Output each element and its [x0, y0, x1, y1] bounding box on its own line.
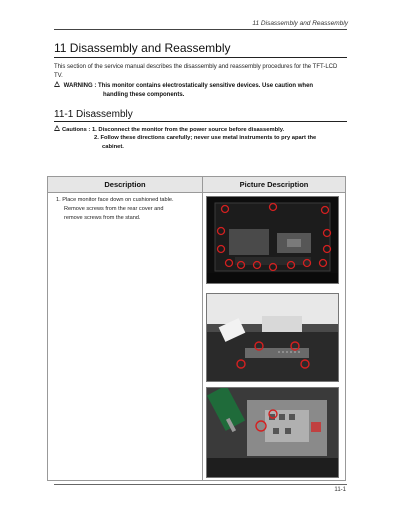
caution-line-1: Cautions : 1. Disconnect the monitor from the power source before disassembly. — [62, 127, 285, 133]
section-title: 11-1 Disassembly — [54, 109, 133, 120]
step-1-description — [56, 196, 206, 223]
column-header-picture: Picture Description — [203, 177, 345, 193]
chapter-rule — [54, 57, 347, 58]
warning-note — [54, 81, 344, 99]
step-1-line-1: 1. Place monitor face down on cushioned table. — [56, 197, 174, 203]
section-rule — [54, 121, 347, 122]
running-header: 11 Disassembly and Reassembly — [252, 20, 348, 27]
stand-screws-illustration — [207, 294, 338, 381]
header-rule — [54, 29, 347, 30]
column-header-description: Description — [48, 177, 203, 193]
caution-note — [54, 125, 348, 151]
stand-screws-photo — [206, 293, 339, 382]
rear-cover-photo — [206, 196, 339, 284]
step-1-line-2: Remove screws from the rear cover and — [64, 206, 164, 212]
chapter-title: 11 Disassembly and Reassembly — [54, 41, 231, 55]
screwdriver-photo — [206, 387, 339, 478]
warning-text: WARNING : This monitor contains electrostatically sensitive devices. Use caution when — [63, 83, 314, 89]
step-1-line-3: remove screws from the stand. — [64, 215, 141, 221]
caution-icon — [54, 125, 60, 131]
caution-line-3: cabinet. — [102, 143, 124, 150]
screwdriver-illustration — [207, 388, 338, 477]
warning-text-cont: handling these components. — [103, 91, 185, 98]
footer-rule — [54, 484, 347, 485]
rear-cover-illustration — [207, 197, 338, 283]
page-number: 11-1 — [334, 487, 346, 493]
intro-paragraph: This section of the service manual describes the disassembly and reassembly procedures for the TFT-LCD TV. — [54, 64, 338, 79]
warning-icon — [54, 81, 60, 87]
caution-line-2: 2. Follow these directions carefully; never use metal instruments to pry apart the — [94, 135, 317, 142]
